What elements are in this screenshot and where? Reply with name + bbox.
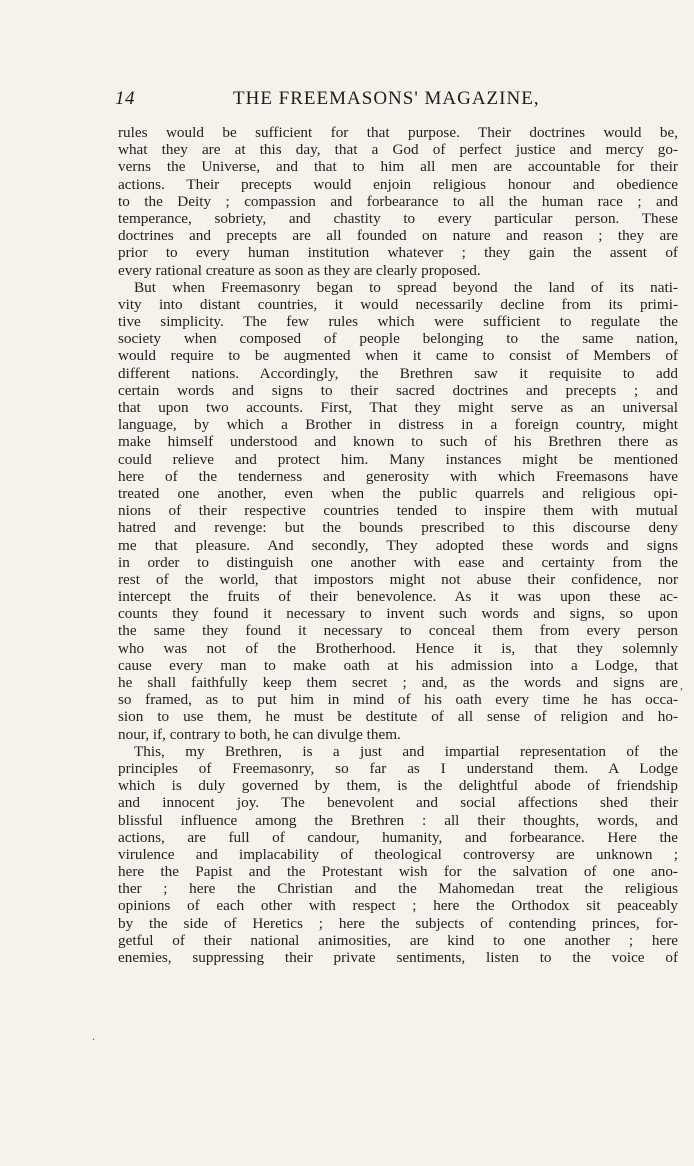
text-line: by the side of Heretics ; here the subjects of contending princes, for-: [118, 914, 678, 932]
text-line: he shall faithfully keep them secret ; and, as the words and signs are: [118, 674, 678, 691]
text-line: in order to distinguish one another with ease and certainty from the: [118, 553, 678, 571]
text-line: This, my Brethren, is a just and impartial representation of the: [134, 742, 678, 760]
text-line: actions. Their precepts would enjoin religious honour and obedience: [118, 175, 678, 193]
running-head-title: THE FREEMASONS' MAGAZINE,: [233, 88, 540, 109]
page-header: [115, 88, 680, 114]
text-line: nions of their respective countries tended to inspire them with mutual: [118, 502, 678, 520]
text-line: getful of their national animosities, are kind to one another ; here: [118, 931, 678, 949]
text-line: to the Deity ; compassion and forbearance to all the human race ; and: [118, 192, 678, 210]
text-line: opinions of each other with respect ; here the Orthodox sit peaceably: [118, 897, 678, 915]
text-line: temperance, sobriety, and chastity to every particular person. These: [118, 209, 678, 227]
text-line: could relieve and protect him. Many instances might be mentioned: [118, 450, 678, 468]
text-line: treated one another, even when the public quarrels and religious opi-: [118, 484, 678, 502]
text-line: virulence and implacability of theological controversy are unknown ;: [118, 845, 678, 863]
text-line: here the Papist and the Protestant wish for the salvation of one ano-: [118, 863, 678, 881]
text-line: counts they found it necessary to invent such words and signs, so upon: [118, 605, 678, 623]
text-line: vity into distant countries, it would necessarily decline from its primi-: [118, 295, 678, 313]
text-line: hatred and revenge: but the bounds prescribed to this discourse deny: [118, 519, 678, 537]
text-line: principles of Freemasonry, so far as I understand them. A Lodge: [118, 759, 678, 777]
text-line: sion to use them, he must be destitute of all sense of religion and ho-: [118, 708, 678, 726]
text-line: doctrines and precepts are all founded on nature and reason ; they are: [118, 227, 678, 245]
text-line: ther ; here the Christian and the Mahomedan treat the religious: [118, 880, 678, 898]
text-line: enemies, suppressing their private sentiments, listen to the voice of: [118, 949, 678, 966]
text-line: actions, are full of candour, humanity, and forbearance. Here the: [118, 828, 678, 846]
text-line: and innocent joy. The benevolent and social affections shed their: [118, 794, 678, 812]
text-line: But when Freemasonry began to spread beyond the land of its nati-: [134, 278, 678, 296]
text-line: would require to be augmented when it came to consist of Members of: [118, 347, 678, 365]
text-line: blissful influence among the Brethren : all their thoughts, words, and: [118, 811, 678, 829]
text-line: the same they found it necessary to conceal them from every person: [118, 622, 678, 640]
text-line: language, by which a Brother in distress in a foreign country, might: [118, 416, 678, 434]
text-line: nour, if, contrary to both, he can divulge them.: [118, 725, 401, 743]
margin-mark: ,: [680, 678, 683, 692]
page-number: 14: [115, 88, 135, 109]
text-line: intercept the fruits of their benevolence. As it was upon these ac-: [118, 588, 678, 606]
text-line: which is duly governed by them, is the delightful abode of friendship: [118, 777, 678, 795]
text-line: prior to every human institution whatever ; they gain the assent of: [118, 244, 678, 262]
text-line: here of the tenderness and generosity with which Freemasons have: [118, 467, 678, 485]
text-line: that upon two accounts. First, That they might serve as an universal: [118, 399, 678, 416]
body-text: [118, 124, 678, 966]
margin-mark: .: [92, 1029, 95, 1043]
text-line: different nations. Accordingly, the Brethren saw it requisite to add: [118, 364, 678, 382]
text-line: cause every man to make oath at his admission into a Lodge, that: [118, 656, 678, 674]
text-line: so framed, as to put him in mind of his oath every time he has occa-: [118, 691, 678, 709]
text-line: society when composed of people belonging to the same nation,: [118, 330, 678, 348]
text-line: who was not of the Brotherhood. Hence it is, that they solemnly: [118, 639, 678, 657]
text-line: rest of the world, that impostors might not abuse their confidence, nor: [118, 570, 678, 588]
text-line: tive simplicity. The few rules which were sufficient to regulate the: [118, 313, 678, 331]
text-line: me that pleasure. And secondly, They adopted these words and signs: [118, 536, 678, 554]
text-line: make himself understood and known to such of his Brethren there as: [118, 433, 678, 451]
text-line: certain words and signs to their sacred doctrines and precepts ; and: [118, 381, 678, 399]
text-line: every rational creature as soon as they are clearly proposed.: [118, 261, 481, 279]
text-line: what they are at this day, that a God of perfect justice and mercy go-: [118, 141, 678, 159]
text-line: verns the Universe, and that to him all men are accountable for their: [118, 158, 678, 176]
text-line: rules would be sufficient for that purpose. Their doctrines would be,: [118, 124, 678, 141]
